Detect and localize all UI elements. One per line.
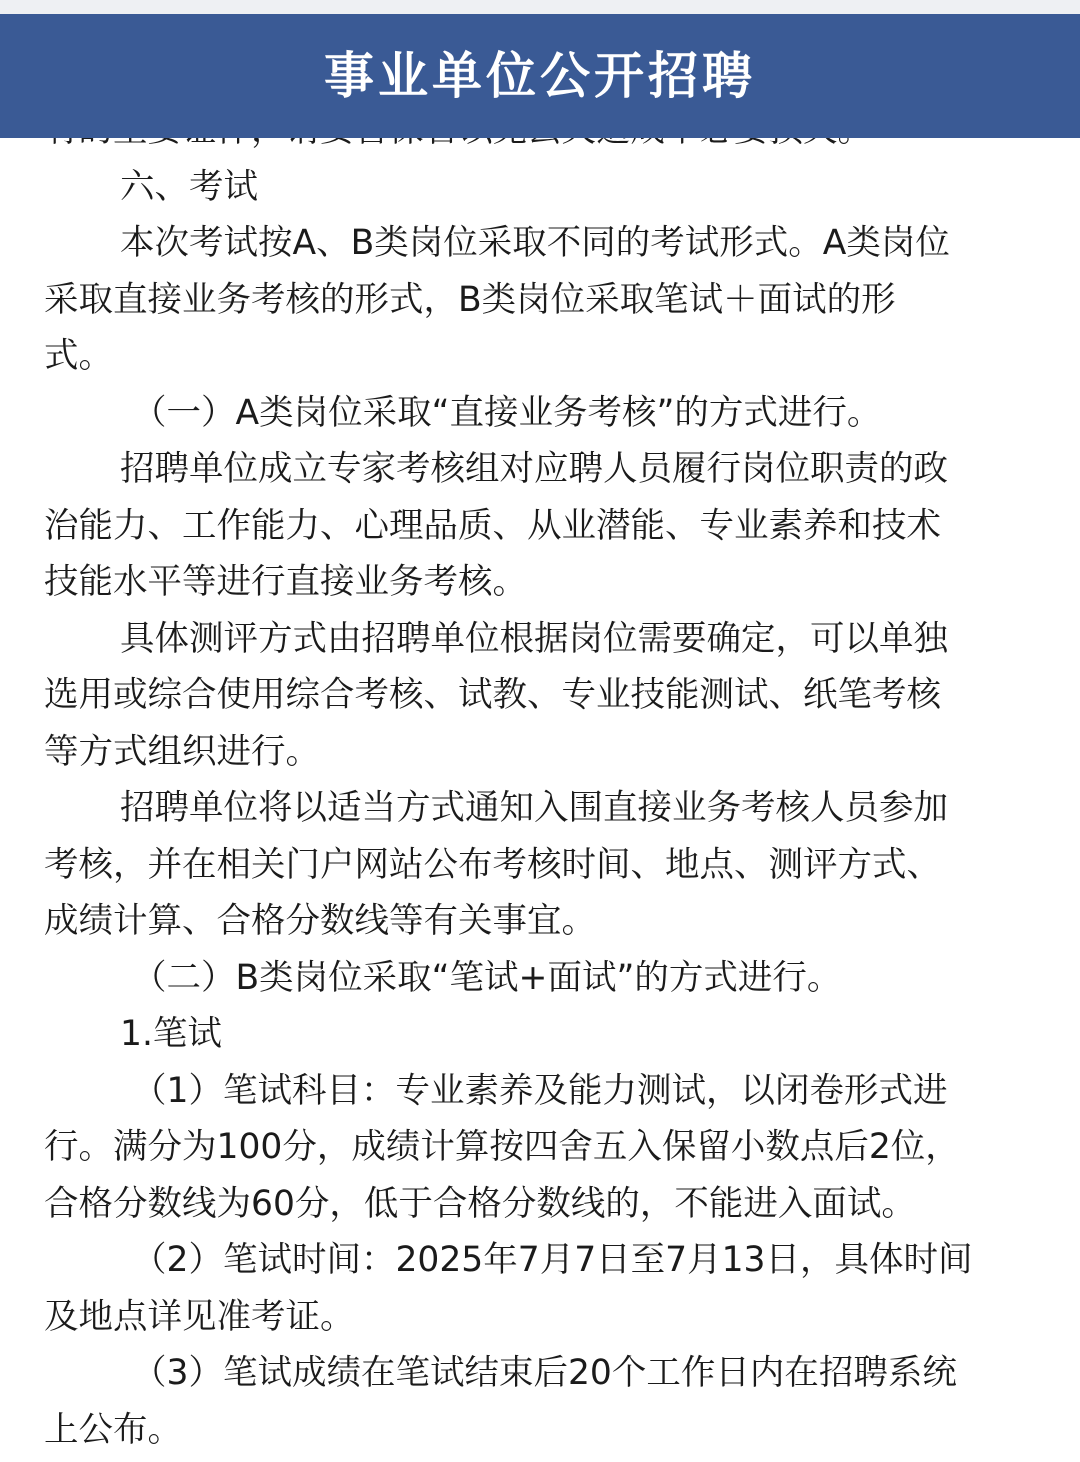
paragraph-line: 上公布。 [44, 1409, 182, 1450]
paragraph-line: 考核，并在相关门户网站公布考核时间、地点、测评方式、 [44, 844, 941, 885]
paragraph-line: 本次考试按A、B类岗位采取不同的考试形式。A类岗位 [120, 223, 950, 263]
paragraph-line: 等方式组织进行。 [44, 731, 320, 772]
paragraph-line: 行。满分为100分，成绩计算按四舍五入保留小数点后2位， [44, 1127, 960, 1167]
paragraph-line: （1）笔试科目：专业素养及能力测试，以闭卷形式进 [132, 1070, 948, 1111]
item-heading-written-exam: 1.笔试 [120, 1014, 222, 1054]
paragraph-line: 具体测评方式由招聘单位根据岗位需要确定，可以单独 [120, 618, 948, 659]
paragraph-line: 采取直接业务考核的形式，B类岗位采取笔试＋面试的形 [44, 279, 896, 320]
subsection-heading-b: （二）B类岗位采取“笔试+面试”的方式进行。 [132, 957, 842, 998]
paragraph-line: 技能水平等进行直接业务考核。 [44, 562, 527, 602]
status-bar-strip [0, 0, 1080, 14]
paragraph-line: （2）笔试时间：2025年7月7日至7月13日，具体时间 [132, 1240, 973, 1280]
section-heading-exam: 六、考试 [120, 166, 258, 207]
paragraph-line: 成绩计算、合格分数线等有关事宜。 [44, 901, 596, 941]
paragraph-line: 招聘单位将以适当方式通知入围直接业务考核人员参加 [120, 788, 948, 828]
paragraph-line: 及地点详见准考证。 [44, 1296, 355, 1337]
paragraph-line: 选用或综合使用综合考核、试教、专业技能测试、纸笔考核 [44, 675, 941, 715]
paragraph-line: 合格分数线为60分，低于合格分数线的，不能进入面试。 [44, 1183, 916, 1224]
page-title: 事业单位公开招聘 [324, 47, 756, 105]
paragraph-line: 招聘单位成立专家考核组对应聘人员履行岗位职责的政 [120, 449, 948, 489]
paragraph-line: 式。 [44, 336, 113, 376]
title-banner [0, 14, 1080, 138]
paragraph-line: 治能力、工作能力、心理品质、从业潜能、专业素养和技术 [44, 505, 941, 546]
paragraph-line: （3）笔试成绩在笔试结束后20个工作日内在招聘系统 [132, 1353, 957, 1393]
subsection-heading-a: （一）A类岗位采取“直接业务考核”的方式进行。 [132, 392, 882, 433]
article-body [44, 102, 1040, 1458]
